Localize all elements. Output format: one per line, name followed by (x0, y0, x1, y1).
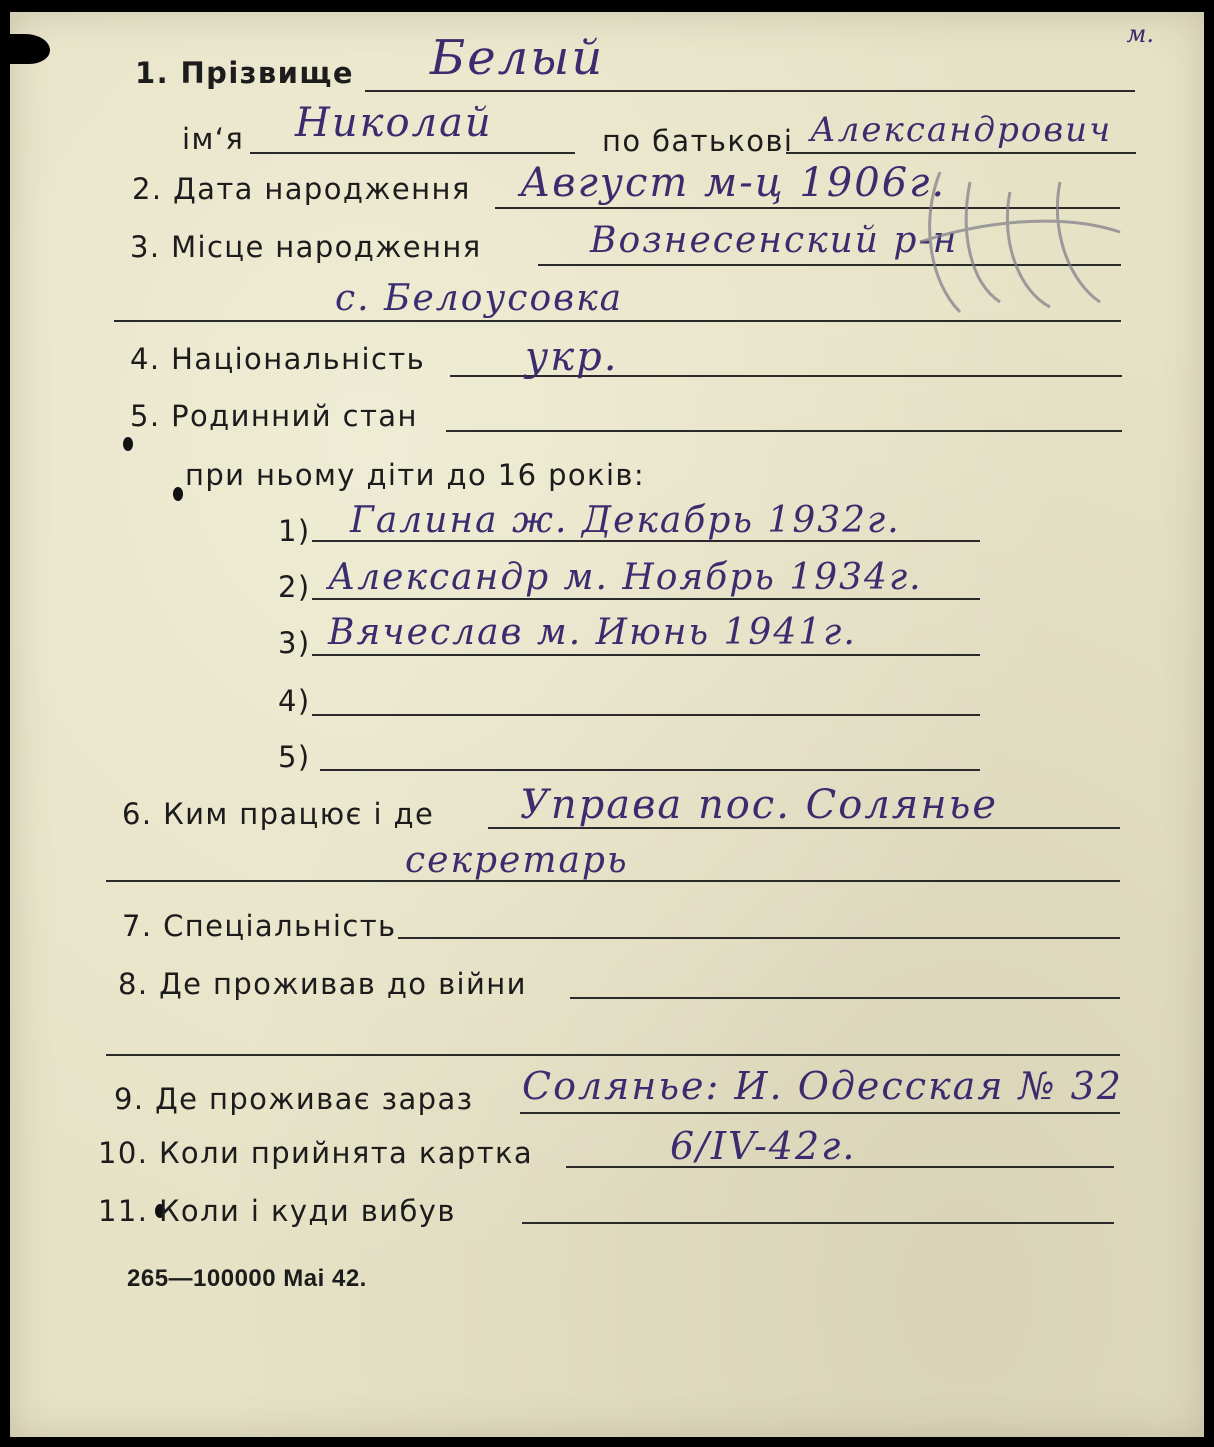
left-label: 11. Коли і куди вибув (98, 1194, 456, 1228)
punch-hole (123, 437, 133, 451)
prewar-line-1 (570, 997, 1120, 999)
torn-corner (10, 34, 50, 64)
child-number: 3) (278, 626, 311, 660)
family-line (446, 430, 1122, 432)
corner-mark: м. (1126, 20, 1154, 48)
left-line (522, 1222, 1114, 1224)
patronymic-line (786, 152, 1136, 154)
nationality-value: укр. (525, 334, 619, 380)
prewar-label: 8. Де проживав до війни (118, 967, 527, 1001)
child-number: 2) (278, 570, 311, 604)
child-line (312, 598, 980, 600)
work-value-2: секретарь (405, 840, 629, 881)
specialty-label: 7. Спеціальність (122, 909, 397, 943)
child-value: Галина ж. Декабрь 1932г. (350, 500, 901, 541)
patronymic-label: по батькові (602, 124, 794, 158)
print-code: 265—100000 Mai 42. (127, 1265, 367, 1292)
birthdate-value: Август м-ц 1906г. (520, 160, 947, 206)
surname-value: Белый (430, 30, 605, 86)
family-label: 5. Родинний стан (130, 399, 418, 433)
name-line (250, 152, 575, 154)
work-value-1: Управа пос. Солянье (520, 782, 999, 828)
child-value: Александр м. Ноябрь 1934г. (328, 557, 923, 598)
birthplace-value-1: Вознесенский р-н (590, 220, 959, 261)
specialty-line (398, 937, 1120, 939)
child-line (320, 769, 980, 771)
child-number: 5) (278, 740, 311, 774)
patronymic-value: Александрович (810, 110, 1113, 150)
child-number: 1) (278, 514, 311, 548)
current-label: 9. Де проживає зараз (114, 1082, 474, 1116)
birthplace-value-2: с. Белоусовка (335, 278, 624, 319)
accepted-label: 10. Коли прийнята картка (98, 1136, 534, 1170)
child-number: 4) (278, 684, 311, 718)
name-value: Николай (295, 100, 493, 146)
child-value: Вячеслав м. Июнь 1941г. (328, 612, 857, 653)
children-label: при ньому діти до 16 років: (185, 458, 646, 492)
accepted-value: 6/IV-42г. (670, 1124, 857, 1168)
surname-label: 1. Прізвище (135, 56, 354, 90)
birthplace-label: 3. Місце народження (130, 230, 482, 264)
work-label: 6. Ким працює і де (122, 797, 435, 831)
child-line (312, 714, 980, 716)
nationality-label: 4. Національність (130, 342, 426, 376)
birthdate-label: 2. Дата народження (132, 172, 471, 206)
current-line (520, 1112, 1120, 1114)
scribble-mark (900, 162, 1140, 322)
registration-card (10, 12, 1204, 1437)
child-line (312, 654, 980, 656)
surname-line (365, 90, 1135, 92)
prewar-line-2 (106, 1054, 1120, 1056)
name-label: ім‘я (182, 122, 245, 156)
current-value: Солянье: И. Одесская № 32 (522, 1064, 1123, 1108)
punch-hole (173, 487, 183, 501)
